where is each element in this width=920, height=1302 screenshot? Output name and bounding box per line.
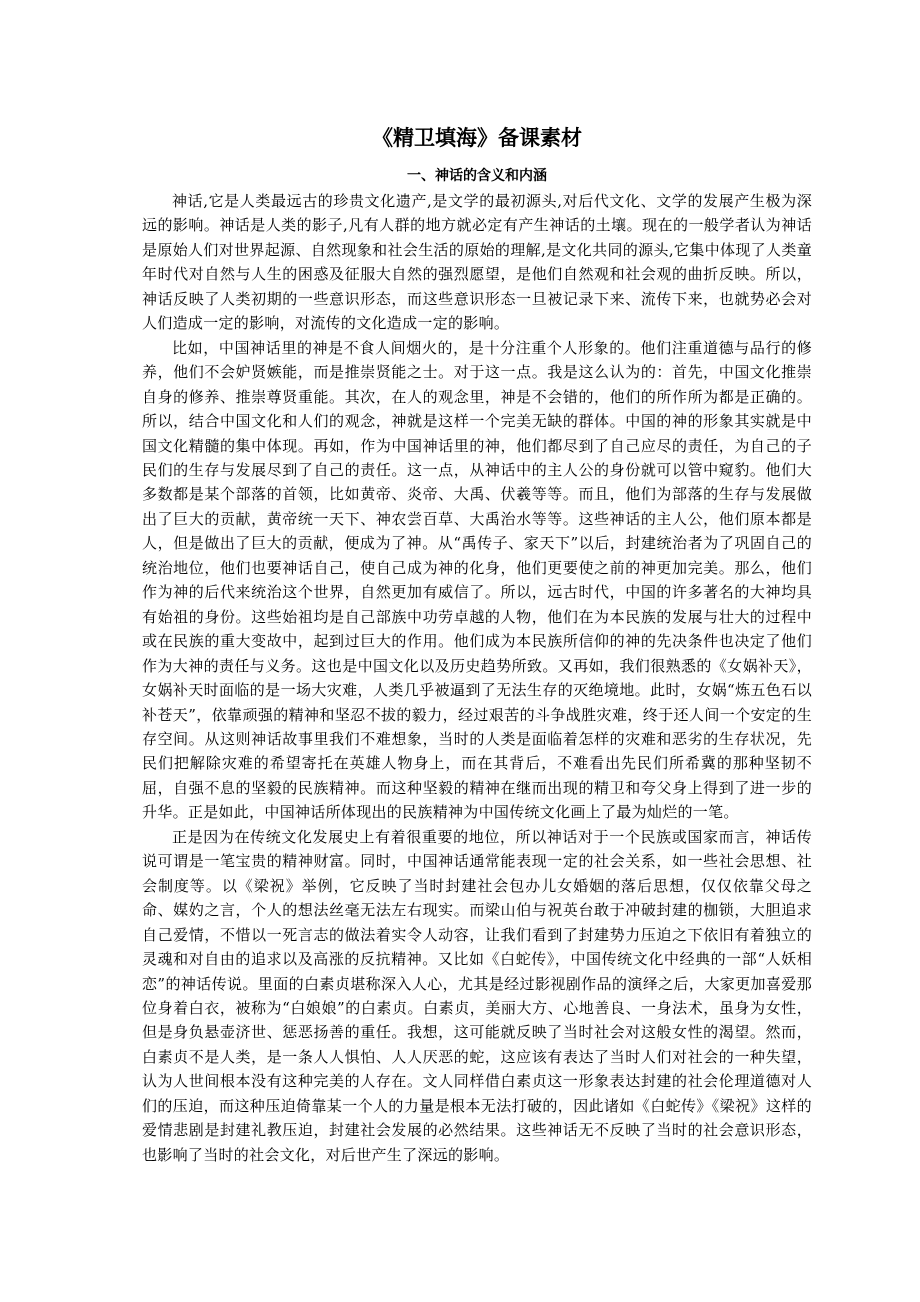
paragraph-2: 比如，中国神话里的神是不食人间烟火的，是十分注重个人形象的。他们注重道德与品行的修养，他们不会妒贤嫉能，而是推崇贤能之士。对于这一点。我是这么认为的：首先，中国文化推崇自身的修养、推崇尊贤重能。其次，在人的观念里，神是不会错的，他们的所作所为都是正确的。所以，结合中国文化和人们的观念，神就是这样一个完美无缺的群体。中国的神的形象其实就是中国文化精髓的集中体现。再如，作为中国神话里的神，他们都尽到了自己应尽的责任，为自己的子民们的生存与发展尽到了自己的责任。这一点，从神话中的主人公的身份就可以管中窥豹。他们大多数都是某个部落的首领，比如黄帝、炎帝、大禹、伏羲等等。而且，他们为部落的生存与发展做出了巨大的贡献，黄帝统一天下、神农尝百草、大禹治水等等。这些神话的主人公，他们原本都是人，但是做出了巨大的贡献，便成为了神。从“禹传子、家天下”以后，封建统治者为了巩固自己的统治地位，他们也要神话自己，使自己成为神的化身，他们更要使之前的神更加完美。那么，他们作为神的后代来统治这个世界，自然更加有威信了。所以，远古时代，中国的许多著名的大神均具有始祖的身份。这些始祖均是自己部族中功劳卓越的人物，他们在为本民族的发展与壮大的过程中或在民族的重大变故中，起到过巨大的作用。他们成为本民族所信仰的神的先决条件也决定了他们作为大神的责任与义务。这也是中国文化以及历史趋势所致。又再如，我们很熟悉的《女娲补天》，女娲补天时面临的是一场大灾难，人类几乎被逼到了无法生存的灭绝境地。此时，女娲“炼五色石以补苍天”，依靠顽强的精神和坚忍不拔的毅力，经过艰苦的斗争战胜灾难，终于还人间一个安定的生存空间。从这则神话故事里我们不难想象，当时的人类是面临着怎样的灾难和恶劣的生存状况，先民们把解除灾难的希望寄托在英雄人物身上，而在其背后，不难看出先民们所希冀的那种坚韧不屈，自强不息的坚毅的民族精神。而这种坚毅的精神在继而出现的精卫和夸父身上得到了进一步的升华。正是如此，中国神话所体现出的民族精神为中国传统文化画上了最为灿烂的一笔。 bbox=[142, 338, 812, 822]
paragraph-3: 正是因为在传统文化发展史上有着很重要的地位，所以神话对于一个民族或国家而言，神话传说可谓是一笔宝贵的精神财富。同时，中国神话通常能表现一定的社会关系，如一些社会思想、社会制度等。以《梁祝》举例，它反映了当时封建社会包办儿女婚姻的落后思想，仅仅依靠父母之命、媒妁之言，个人的想法丝毫无法左右现实。而梁山伯与祝英台敢于冲破封建的枷锁，大胆追求自己爱情，不惜以一死言志的做法着实令人动容，让我们看到了封建势力压迫之下依旧有着独立的灵魂和对自由的追求以及高涨的反抗精神。又比如《白蛇传》，中国传统文化中经典的一部“人妖相恋”的神话传说。里面的白素贞堪称深入人心，尤其是经过影视剧作品的演绎之后，大家更加喜爱那位身着白衣，被称为“白娘娘”的白素贞。白素贞，美丽大方、心地善良、一身法术，虽身为女性，但是身负悬壶济世、惩恶扬善的重任。我想，这可能就反映了当时社会对这般女性的渴望。然而，白素贞不是人类，是一条人人惧怕、人人厌恶的蛇，这应该有表达了当时人们对社会的一种失望，认为人世间根本没有这种完美的人存在。文人同样借白素贞这一形象表达封建的社会伦理道德对人们的压迫，而这种压迫倚靠某一个人的力量是根本无法打破的，因此诸如《白蛇传》《梁祝》这样的爱情悲剧是封建礼教压迫，封建社会发展的必然结果。这些神话无不反映了当时的社会意识形态，也影响了当时的社会文化，对后世产生了深远的影响。 bbox=[142, 827, 812, 1164]
document-title: 《精卫填海》备课素材 bbox=[372, 126, 582, 150]
paragraph-1: 神话,它是人类最远古的珍贵文化遗产,是文学的最初源头,对后代文化、文学的发展产生极为深远的影响。神话是人类的影子,凡有人群的地方就必定有产生神话的土壤。现在的一般学者认为神话是原始人们对世界起源、自然现象和社会生活的原始的理解,是文化共同的源头,它集中体现了人类童年时代对自然与人生的困惑及征服大自然的强烈愿望，是他们自然观和社会观的曲折反映。所以，神话反映了人类初期的一些意识形态，而这些意识形态一旦被记录下来、流传下来，也就势必会对人们造成一定的影响，对流传的文化造成一定的影响。 bbox=[142, 192, 812, 333]
section-heading: 一、神话的含义和内涵 bbox=[407, 168, 547, 184]
